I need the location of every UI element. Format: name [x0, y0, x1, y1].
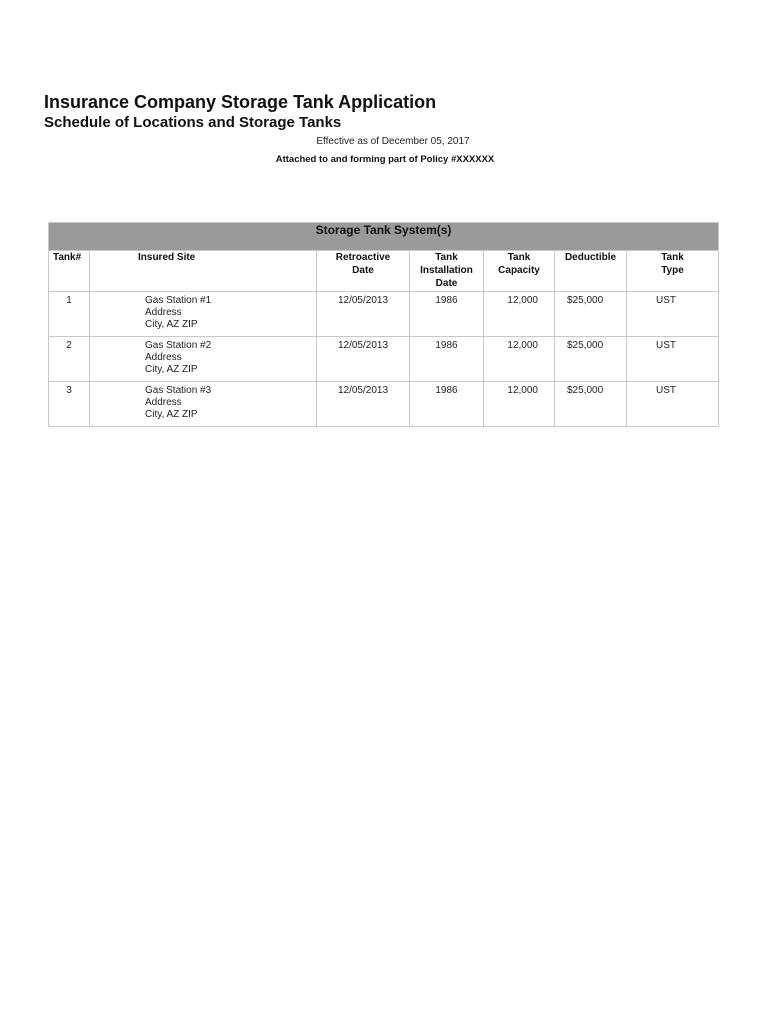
col-header-type-line2: Type — [661, 265, 684, 276]
col-header-retroactive-date — [317, 251, 410, 292]
col-header-retro-line1: Retroactive — [335, 252, 391, 263]
col-header-install-line1: Tank — [435, 252, 458, 263]
cell-deductible: $25,000 — [555, 382, 627, 427]
cell-tank-num: 3 — [49, 382, 90, 427]
col-header-deductible: Deductible — [555, 251, 627, 292]
site-address: Address — [145, 307, 182, 318]
table-row — [49, 382, 719, 427]
col-header-capacity-line2: Capacity — [498, 265, 540, 276]
table-header-row — [49, 251, 719, 292]
site-name: Gas Station #2 — [145, 340, 212, 351]
cell-installation-date: 1986 — [410, 382, 484, 427]
cell-retroactive-date: 12/05/2013 — [317, 292, 410, 337]
document-subtitle: Schedule of Locations and Storage Tanks — [44, 114, 342, 131]
col-header-type-line1: Tank — [661, 252, 684, 263]
col-header-insured-site: Insured Site — [90, 251, 317, 292]
cell-retroactive-date: 12/05/2013 — [317, 337, 410, 382]
site-address: Address — [145, 352, 182, 363]
site-city: City, AZ ZIP — [145, 319, 198, 330]
table-row — [49, 337, 719, 382]
cell-deductible: $25,000 — [555, 292, 627, 337]
cell-deductible: $25,000 — [555, 337, 627, 382]
policy-attachment-text: Attached to and forming part of Policy #XXXXXX — [275, 154, 495, 165]
site-name: Gas Station #1 — [145, 295, 212, 306]
col-header-tank-num: Tank# — [49, 251, 90, 292]
cell-installation-date: 1986 — [410, 337, 484, 382]
site-city: City, AZ ZIP — [145, 409, 198, 420]
effective-date-line — [0, 136, 770, 147]
table-band-row — [49, 223, 719, 251]
col-header-tank-capacity — [484, 251, 555, 292]
col-header-install-line2: Installation — [420, 265, 473, 276]
site-address: Address — [145, 397, 182, 408]
cell-tank-capacity: 12,000 — [484, 337, 555, 382]
table-band-title: Storage Tank System(s) — [49, 223, 719, 251]
site-city: City, AZ ZIP — [145, 364, 198, 375]
col-header-retro-line2: Date — [352, 265, 374, 276]
effective-date-text: Effective as of December 05, 2017 — [316, 136, 470, 147]
site-name: Gas Station #3 — [145, 385, 212, 396]
cell-retroactive-date: 12/05/2013 — [317, 382, 410, 427]
cell-tank-type: UST — [627, 292, 719, 337]
document-title: Insurance Company Storage Tank Application — [44, 92, 437, 112]
cell-tank-num: 2 — [49, 337, 90, 382]
col-header-install-line3: Date — [435, 278, 458, 289]
storage-tank-table — [48, 222, 719, 427]
cell-insured-site — [90, 337, 317, 382]
cell-tank-type: UST — [627, 382, 719, 427]
cell-installation-date: 1986 — [410, 292, 484, 337]
cell-tank-num: 1 — [49, 292, 90, 337]
cell-insured-site — [90, 382, 317, 427]
col-header-capacity-line1: Tank — [507, 252, 531, 263]
col-header-installation-date — [410, 251, 484, 292]
cell-insured-site — [90, 292, 317, 337]
cell-tank-type: UST — [627, 337, 719, 382]
table-row — [49, 292, 719, 337]
col-header-tank-type — [627, 251, 719, 292]
cell-tank-capacity: 12,000 — [484, 292, 555, 337]
cell-tank-capacity: 12,000 — [484, 382, 555, 427]
policy-attachment-line — [0, 154, 770, 165]
